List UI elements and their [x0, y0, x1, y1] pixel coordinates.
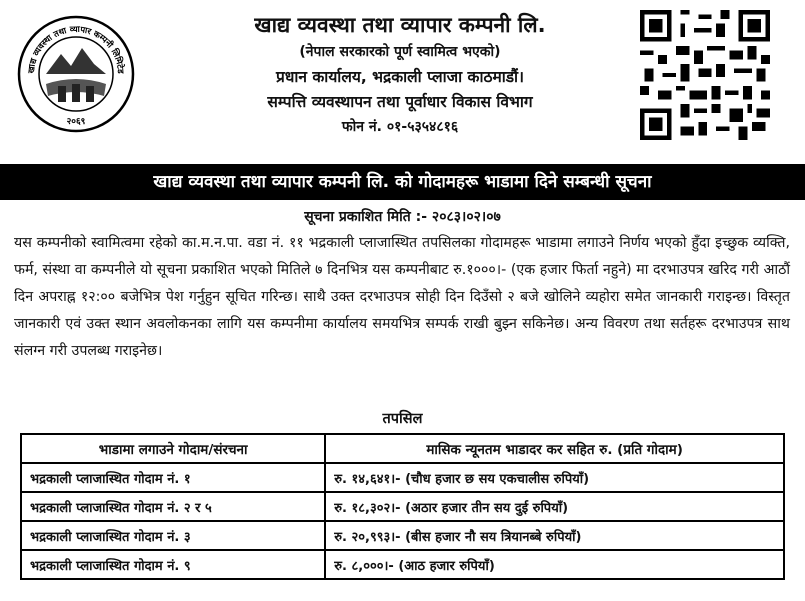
warehouse-cell: भद्रकाली प्लाजास्थित गोदाम नं. १ — [21, 463, 325, 492]
table-row — [21, 492, 784, 521]
column-header-warehouse: भाडामा लगाउने गोदाम/संरचना — [21, 434, 325, 463]
seal-year: २०६९ — [66, 117, 86, 127]
company-name: खाद्य व्यवस्था तथा व्यापार कम्पनी लि. — [254, 13, 546, 37]
notice-title-banner: खाद्य व्यवस्था तथा व्यापार कम्पनी लि. को गोदामहरू भाडामा दिने सम्बन्धी सूचना — [0, 164, 805, 200]
warehouse-cell: भद्रकाली प्लाजास्थित गोदाम नं. २ र ५ — [21, 492, 325, 521]
warehouse-schedule-table — [20, 433, 785, 580]
qr-code — [640, 10, 770, 140]
company-seal-logo — [16, 14, 136, 134]
organization-block — [150, 10, 650, 140]
published-date: सूचना प्रकाशित मिति :- २०८३।०२।०७ — [304, 209, 501, 225]
table-row — [21, 463, 784, 492]
head-office: प्रधान कार्यालय, भद्रकाली प्लाजा काठमाडौं। — [276, 68, 524, 86]
table-row — [21, 550, 784, 579]
notice-body: यस कम्पनीको स्वामित्वमा रहेको का.म.न.पा. वडा नं. ११ भद्रकाली प्लाजास्थित तपसिलका गोदामहरू भाडामा लगाउने निर्णय भएको हुँदा इच्छुक व्यक्ति, फर्म, संस्था वा कम्पनीले यो सूचना प्रकाशित भएको मितिले ७ दिनभित्र यस कम्पनीबाट रु.१०००।- (एक हजार फिर्ता नहुने) मा दरभाउपत्र खरिद गरी आठौं दिन अपराह्न १२:०० बजेभित्र पेश गर्नुहुन सूचित गरिन्छ। साथै उक्त दरभाउपत्र सोही दिन दिउँसो २ बजे खोलिने व्यहोरा समेत जानकारी गराइन्छ। विस्तृत जानकारी एवं उक्त स्थान अवलोकनका लागि यस कम्पनीमा कार्यालय समयभित्र सम्पर्क राखी बुझ्न सकिनेछ। अन्य विवरण तथा सर्तहरू दरभाउपत्र साथ संलग्न गरी उपलब्ध गराइनेछ। — [14, 235, 790, 359]
rent-cell: रु. २०,९९३।- (बीस हजार नौ सय त्रियानब्बे रुपियाँ) — [325, 521, 784, 550]
seal-text: खाद्य व्यवस्था तथा व्यापार कम्पनी लिमिटेड — [26, 24, 126, 74]
rent-cell: रु. १४,६४१।- (चौध हजार छ सय एकचालीस रुपियाँ) — [325, 463, 784, 492]
warehouse-cell: भद्रकाली प्लाजास्थित गोदाम नं. ९ — [21, 550, 325, 579]
department-name: सम्पत्ति व्यवस्थापन तथा पूर्वाधार विकास विभाग — [267, 93, 533, 111]
rent-cell: रु. १८,३०२।- (अठार हजार तीन सय दुई रुपियाँ) — [325, 492, 784, 521]
ownership-note: (नेपाल सरकारको पूर्ण स्वामित्व भएको) — [299, 44, 501, 60]
phone-number: फोन नं. ०१-५३५४८१६ — [341, 119, 459, 135]
schedule-heading: तपसिल — [382, 411, 423, 427]
warehouse-cell: भद्रकाली प्लाजास्थित गोदाम नं. ३ — [21, 521, 325, 550]
table-row — [21, 521, 784, 550]
table-header-row — [21, 434, 784, 463]
rent-cell: रु. ८,०००।- (आठ हजार रुपियाँ) — [325, 550, 784, 579]
notice-header — [0, 0, 805, 160]
column-header-rent: मासिक न्यूनतम भाडादर कर सहित रु. (प्रति गोदाम) — [325, 434, 784, 463]
